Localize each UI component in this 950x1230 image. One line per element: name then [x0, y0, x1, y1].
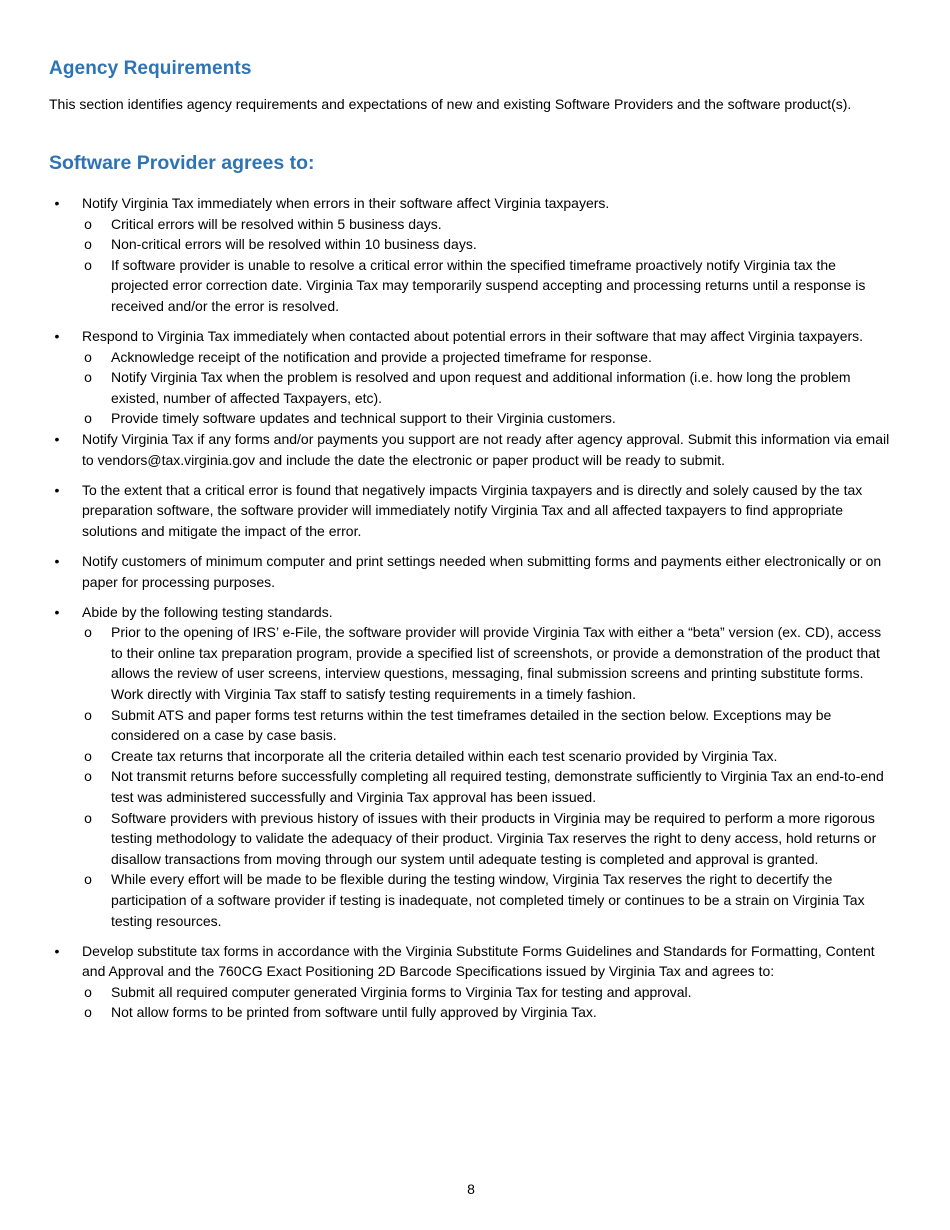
sub-list-item-text: Software providers with previous history of issues with their products in Virginia may be required to perform a more rigorous testing methodology to validate the adequacy of their product. Virginia Tax reserves the right to deny access, hold returns or disallow transactions from moving through our system until adequate testing is completed and approval is granted. [111, 809, 877, 867]
list-item-text: Notify Virginia Tax immediately when errors in their software affect Virginia taxpayers. [82, 195, 610, 211]
circle-bullet-icon: o [84, 871, 92, 888]
intro-paragraph: This section identifies agency requirements and expectations of new and existing Software Providers and the software product(s). [49, 96, 852, 112]
bullet-icon: • [54, 328, 60, 345]
sub-list-item-text: Not transmit returns before successfully completing all required testing, demonstrate sufficiently to Virginia Tax an end-to-end test was administered successfully and Virginia Tax approval has been issued. [111, 768, 884, 806]
list-item [49, 602, 894, 932]
requirements-list [49, 193, 894, 1023]
sub-list-item-text: If software provider is unable to resolve a critical error within the specified timeframe proactively notify Virginia tax the projected error correction date. Virginia Tax may temporarily suspend accepting and processing returns until a response is received and/or the error is resolved. [111, 256, 866, 314]
bullet-icon: • [54, 942, 60, 959]
list-item-text: To the extent that a critical error is found that negatively impacts Virginia taxpayers and is directly and solely caused by the tax preparation software, the software provider will immediately notify Virginia Tax and all affected taxpayers to find appropriate solutions and mitigate the impact of the error. [82, 481, 863, 539]
sub-list [82, 622, 894, 931]
sub-list-item-text: Prior to the opening of IRS’ e-File, the software provider will provide Virginia Tax with either a “beta” version (ex. CD), access to their online tax preparation program, provide a specified list of screenshots, or provide a demonstration of the product that allows the review of user screens, interview questions, messaging, final submission screens and printing substitute forms. Work directly with Virginia Tax staff to satisfy testing requirements in a timely fashion. [111, 624, 882, 703]
bullet-icon: • [54, 603, 60, 620]
list-item [49, 429, 894, 470]
list-item [49, 480, 894, 542]
list-item [49, 551, 894, 592]
sub-list-item [82, 766, 894, 807]
sub-list-item [82, 705, 894, 746]
list-item-text: Notify Virginia Tax if any forms and/or payments you support are not ready after agency approval. Submit this information via email to vendors@tax.virginia.gov and include the date the electronic or paper product will be ready to submit. [82, 431, 890, 468]
sub-list-item-text: Critical errors will be resolved within 5 business days. [111, 215, 442, 232]
sub-list [82, 347, 894, 429]
circle-bullet-icon: o [84, 809, 92, 826]
sub-list-item-text: Submit all required computer generated Virginia forms to Virginia Tax for testing and approval. [111, 983, 692, 1000]
sub-list-item [82, 622, 894, 704]
circle-bullet-icon: o [84, 983, 92, 1000]
circle-bullet-icon: o [84, 768, 92, 785]
circle-bullet-icon: o [84, 348, 92, 365]
list-item [49, 193, 894, 317]
sub-list-item-text: Acknowledge receipt of the notification and provide a projected timeframe for response. [111, 348, 652, 365]
circle-bullet-icon: o [84, 369, 92, 386]
page-number: 8 [467, 1181, 475, 1197]
list-item-text: Abide by the following testing standards. [82, 603, 333, 620]
sub-list-item-text: Notify Virginia Tax when the problem is resolved and upon request and additional information (i.e. how long the problem existed, number of affected Taxpayers, etc). [111, 369, 851, 406]
sub-list-item-text: While every effort will be made to be flexible during the testing window, Virginia Tax reserves the right to decertify the participation of a software provider if testing is inadequate, not completed timely or continues to be a strain on Virginia Tax testing resources. [111, 871, 865, 929]
sub-list-item-text: Not allow forms to be printed from software until fully approved by Virginia Tax. [111, 1004, 597, 1021]
sub-list-item [82, 214, 894, 235]
sub-list-item-text: Provide timely software updates and technical support to their Virginia customers. [111, 410, 616, 427]
list-item [49, 326, 894, 429]
list-item-text: Develop substitute tax forms in accordance with the Virginia Substitute Forms Guidelines and Standards for Formatting, Content and Approval and the 760CG Exact Positioning 2D Barcode Specifications issued by Virginia Tax and agrees to: [82, 942, 875, 980]
circle-bullet-icon: o [84, 624, 92, 641]
sub-list-item-text: Non-critical errors will be resolved within 10 business days. [111, 236, 477, 253]
list-item-text: Notify customers of minimum computer and print settings needed when submitting forms and payments either electronically or on paper for processing purposes. [82, 553, 882, 590]
bullet-icon: • [54, 431, 60, 448]
sub-list-item [82, 234, 894, 255]
bullet-icon: • [54, 553, 60, 569]
list-item [49, 941, 894, 1023]
circle-bullet-icon: o [84, 236, 92, 253]
bullet-icon: • [54, 195, 60, 211]
sub-list-item-text: Submit ATS and paper forms test returns within the test timeframes detailed in the section below. Exceptions may be considered on a case by case basis. [111, 706, 832, 744]
circle-bullet-icon: o [84, 706, 92, 723]
circle-bullet-icon: o [84, 410, 92, 427]
sub-list-item [82, 746, 894, 767]
sub-list-item [82, 408, 894, 429]
circle-bullet-icon: o [84, 215, 92, 232]
list-item-text: Respond to Virginia Tax immediately when contacted about potential errors in their software that may affect Virginia taxpayers. [82, 328, 864, 345]
sub-list-item-text: Create tax returns that incorporate all the criteria detailed within each test scenario provided by Virginia Tax. [111, 747, 778, 764]
circle-bullet-icon: o [84, 256, 92, 273]
sub-list-item [82, 255, 894, 317]
sub-list [82, 982, 894, 1023]
sub-list-item [82, 1002, 894, 1023]
sub-list-item [82, 982, 894, 1003]
subsection-heading: Software Provider agrees to: [49, 152, 315, 174]
sub-list-item [82, 347, 894, 368]
sub-list-item [82, 808, 894, 870]
bullet-icon: • [54, 481, 60, 498]
section-heading: Agency Requirements [49, 58, 252, 79]
sub-list [82, 214, 894, 317]
circle-bullet-icon: o [84, 1004, 92, 1021]
circle-bullet-icon: o [84, 747, 92, 764]
sub-list-item [82, 869, 894, 931]
sub-list-item [82, 367, 894, 408]
